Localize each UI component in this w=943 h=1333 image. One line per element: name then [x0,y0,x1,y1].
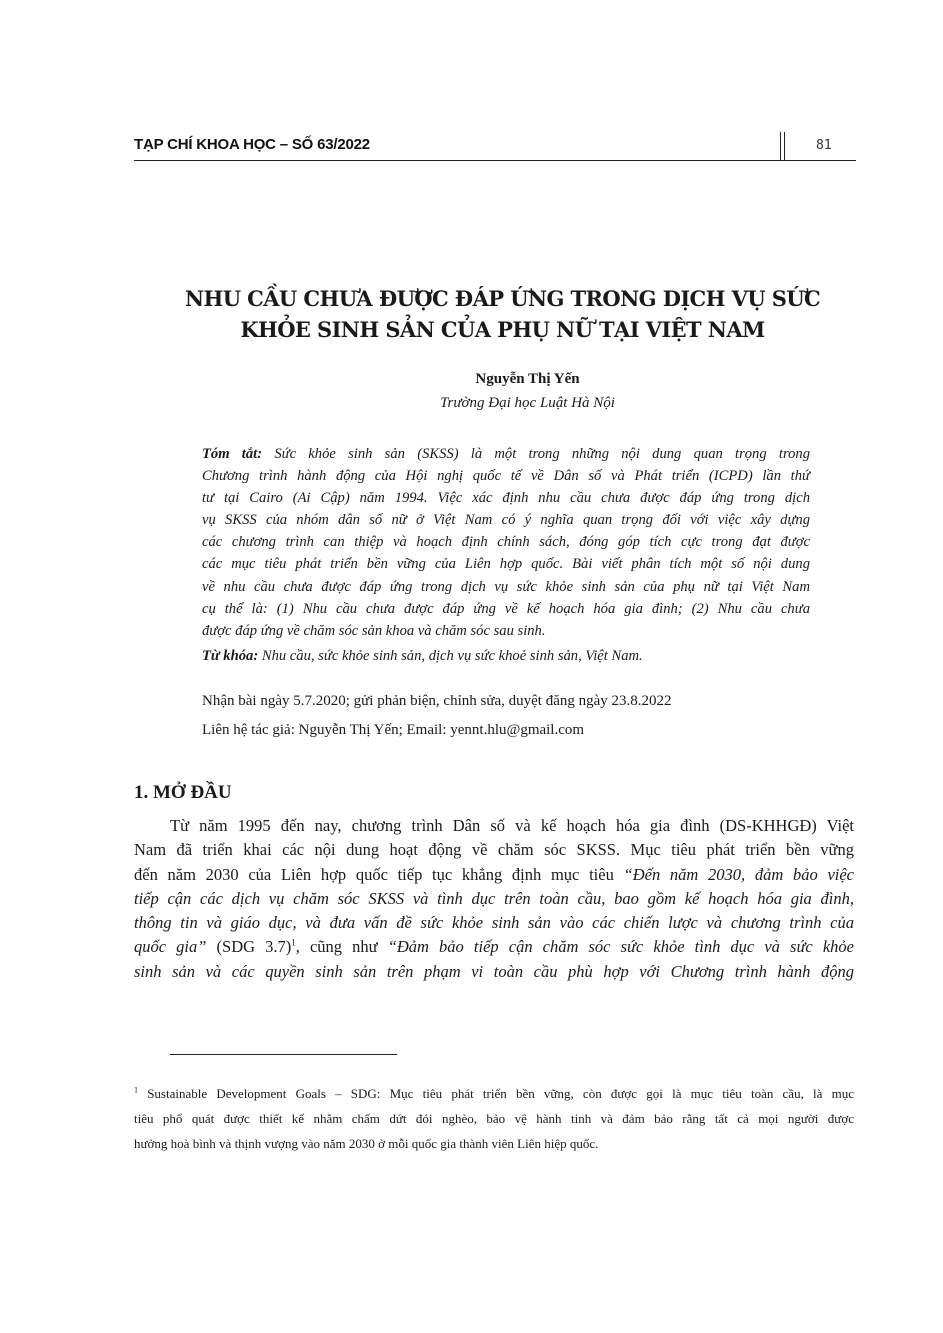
footnote [134,1081,854,1156]
abstract-line: Tóm tắt: Sức khỏe sinh sản (SKSS) là một trong những nội dung quan trọng trong [202,446,810,462]
author-name: Nguyễn Thị Yến [475,371,580,387]
abstract-line: Chương trình hành động của Hội nghị quốc tế về Dân số và Phát triển (ICPD) lần thứ [202,468,810,485]
footnote-line: $^1$ Sustainable Development Goals – SDG: Mục tiêu phát triển bền vững, còn được gọi là mục tiêu toàn cầu, là mục [134,1085,854,1101]
author-contact: Liên hệ tác giả: Nguyễn Thị Yến; Email: yennt.hlu@gmail.com [202,722,585,738]
page-number: 81 [816,138,832,153]
title-line-1: NHU CẦU CHƯA ĐƯỢC ĐÁP ỨNG TRONG DỊCH VỤ SỨC [184,286,821,311]
keywords [202,648,810,665]
footnote-line: hưởng hoà bình và thịnh vượng vào năm 2030 ở mỗi quốc gia thành viên Liên hiệp quốc. [134,1136,599,1151]
article-title [150,283,855,345]
abstract [202,443,810,642]
running-header [134,134,856,161]
abstract-line: được đáp ứng về chăm sóc sản khoa và chăm sóc sau sinh. [202,622,546,639]
abstract-line: các mục tiêu phát triển bền vững của Liên hợp quốc. Bài viết phân tích một số nội dung [202,556,810,573]
keywords-text: Nhu cầu, sức khỏe sinh sản, dịch vụ sức khoẻ sinh sản, Việt Nam. [258,648,643,664]
abstract-line: vụ SKSS của nhóm dân số nữ ở Việt Nam có ý nghĩa quan trọng đối với việc xây dựng [202,512,810,529]
author-affiliation: Trường Đại học Luật Hà Nội [440,395,615,411]
body-line: thông tin và giáo dục, và đưa vấn đề sức khỏe sinh sản vào các chiến lược và chương trình của [134,913,854,933]
body-text [134,814,854,984]
keywords-label: Từ khóa: [202,648,259,664]
footnote-ref[interactable]: 1 [291,937,296,948]
abstract-line: về nhu cầu chưa được đáp ứng trong dịch vụ sức khỏe sinh sản của phụ nữ tại Việt Nam [202,578,810,595]
body-line: quốc gia” (SDG 3.7)$^1$, cũng như “Đảm bảo tiếp cận chăm sóc sức khỏe tình dục và sức khỏe [134,937,855,957]
body-line: Nam đã triển khai các nội dung hoạt động về chăm sóc SKSS. Mục tiêu phát triển bền vững [134,840,854,860]
body-line: tiếp cận các dịch vụ chăm sóc SKSS và tình dục trên toàn cầu, bao gồm kế hoạch hóa gia đình, [134,888,854,908]
body-line: đến năm 2030 của Liên hợp quốc tiếp tục khẳng định mục tiêu “Đến năm 2030, đảm bảo việc [134,864,854,884]
footnote-rule [170,1054,397,1055]
body-line: sinh sản và các quyền sinh sản trên phạm vi toàn cầu phù hợp với Chương trình hành động [134,961,854,981]
abstract-label: Tóm tắt: [202,446,263,462]
footnote-line: tiêu phổ quát được thiết kế nhằm chấm dứt đói nghèo, bảo vệ hành tinh và đảm bảo rằng tất cả mọi người được [134,1111,854,1126]
section-heading: 1. MỞ ĐẦU [134,782,232,803]
footnote-marker: 1 [134,1085,138,1095]
received-dates: Nhận bài ngày 5.7.2020; gửi phản biện, chỉnh sửa, duyệt đăng ngày 23.8.2022 [202,693,672,709]
title-line-2: KHỎE SINH SẢN CỦA PHỤ NỮ TẠI VIỆT NAM [240,317,765,342]
body-line: Từ năm 1995 đến nay, chương trình Dân số và kế hoạch hóa gia đình (DS-KHHGĐ) Việt [170,816,854,835]
header-separator [780,132,785,160]
journal-name: TẠP CHÍ KHOA HỌC – SỐ 63/2022 [134,136,370,153]
abstract-line: tư tại Cairo (Ai Cập) năm 1994. Việc xác định nhu cầu chưa được đáp ứng trong dịch [202,490,810,507]
abstract-line: cụ thể là: (1) Nhu cầu chưa được đáp ứng về kế hoạch hóa gia đình; (2) Nhu cầu chưa [202,600,810,617]
abstract-line: các chương trình can thiệp và hoạch định chính sách, đóng góp tích cực trong đạt được [202,534,810,551]
